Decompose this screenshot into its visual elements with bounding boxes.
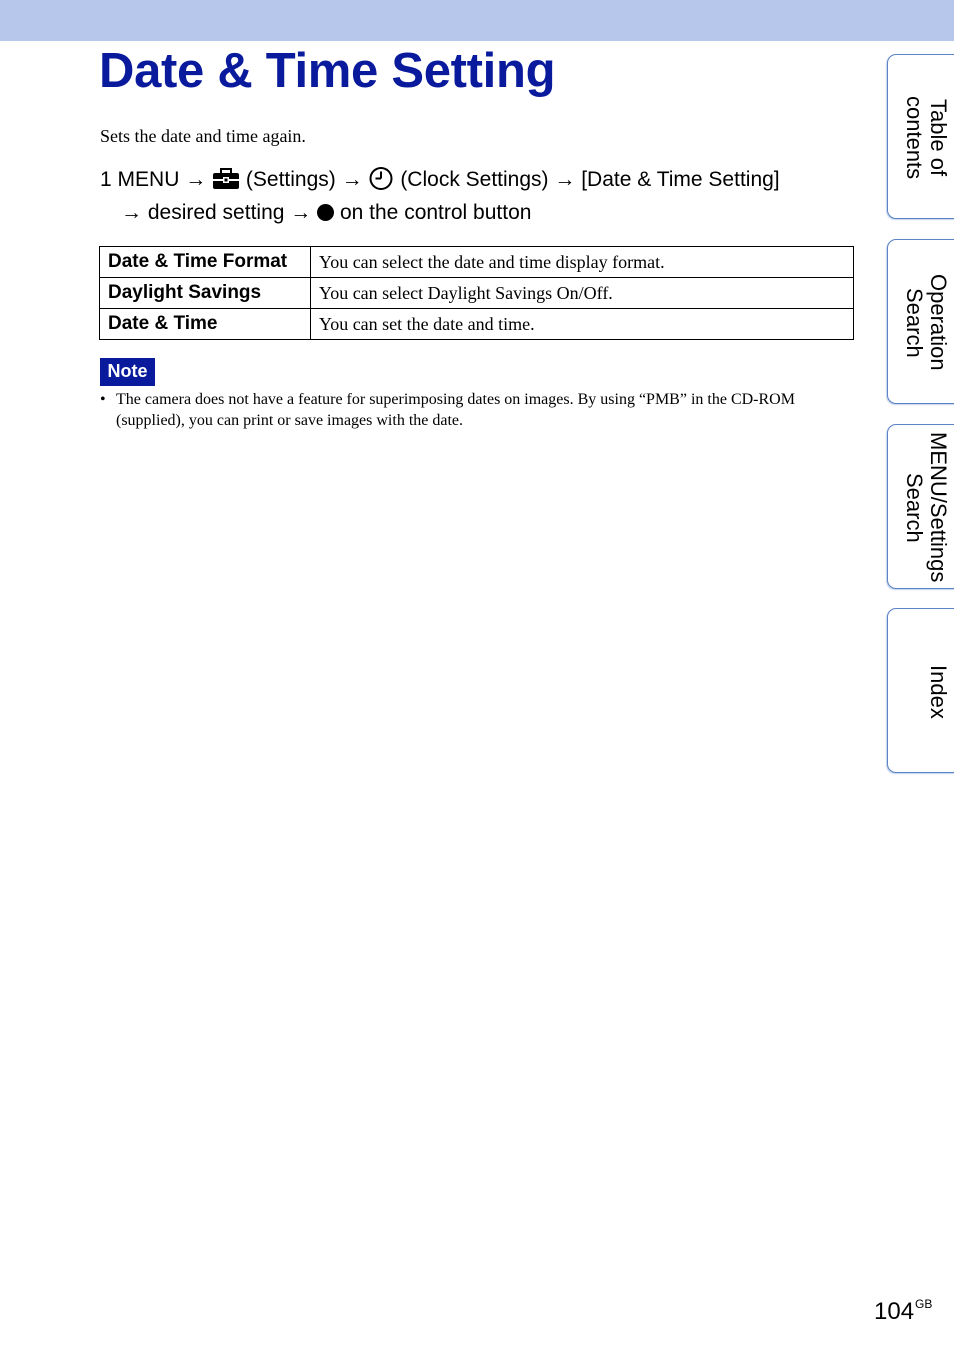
table-value: You can select Daylight Savings On/Off. [311,278,854,309]
tab-table-of-contents[interactable] [887,54,954,219]
page-number-suffix: GB [915,1297,933,1311]
center-button-dot-icon [317,204,334,221]
note-item [100,389,830,431]
table-row [100,247,854,278]
menu-label: MENU [117,168,180,191]
step-line-2 [100,198,860,227]
tab-operation-search[interactable] [887,239,954,404]
page-number [874,1289,932,1327]
bullet-icon: • [100,391,106,408]
settings-label: (Settings) [245,168,336,191]
arrow-icon: → [185,168,207,191]
arrow-icon: → [121,201,142,224]
table-row [100,278,854,309]
tab-label: Table of contents [902,95,951,180]
tab-label: Index [926,664,951,719]
table-row [100,309,854,340]
tab-label: Operation Search [902,274,951,371]
step-line-1 [100,165,860,198]
table-key: Date & Time [100,309,311,340]
page-number-value: 104 [874,1298,915,1325]
arrow-icon: → [290,201,312,224]
table-key: Daylight Savings [100,278,311,309]
arrow-icon: → [554,168,576,191]
tab-index[interactable] [887,608,954,773]
table-key: Date & Time Format [100,247,311,278]
clock-settings-label: (Clock Settings) [400,168,549,191]
header-band [0,0,954,41]
note-badge: Note [100,358,155,386]
control-button-label: on the control button [339,201,532,224]
desired-setting-label: desired setting [147,201,285,224]
settings-table [99,246,854,340]
tab-menu-settings-search[interactable] [887,424,954,589]
tab-label: MENU/Settings Search [902,432,951,583]
table-value: You can set the date and time. [311,309,854,340]
step-number: 1 [100,168,112,191]
page-title: Date & Time Setting [99,44,556,98]
toolbox-icon [212,168,240,198]
clock-icon [368,166,394,198]
intro-text: Sets the date and time again. [100,126,306,146]
note-body: The camera does not have a feature for superimposing dates on images. By using “PMB” in the CD-ROM (supplied), you can print or save images with the date. [116,391,795,429]
procedure-step [100,165,860,227]
menu-item-label: [Date & Time Setting] [581,168,780,191]
arrow-icon: → [341,168,363,191]
table-value: You can select the date and time display format. [311,247,854,278]
